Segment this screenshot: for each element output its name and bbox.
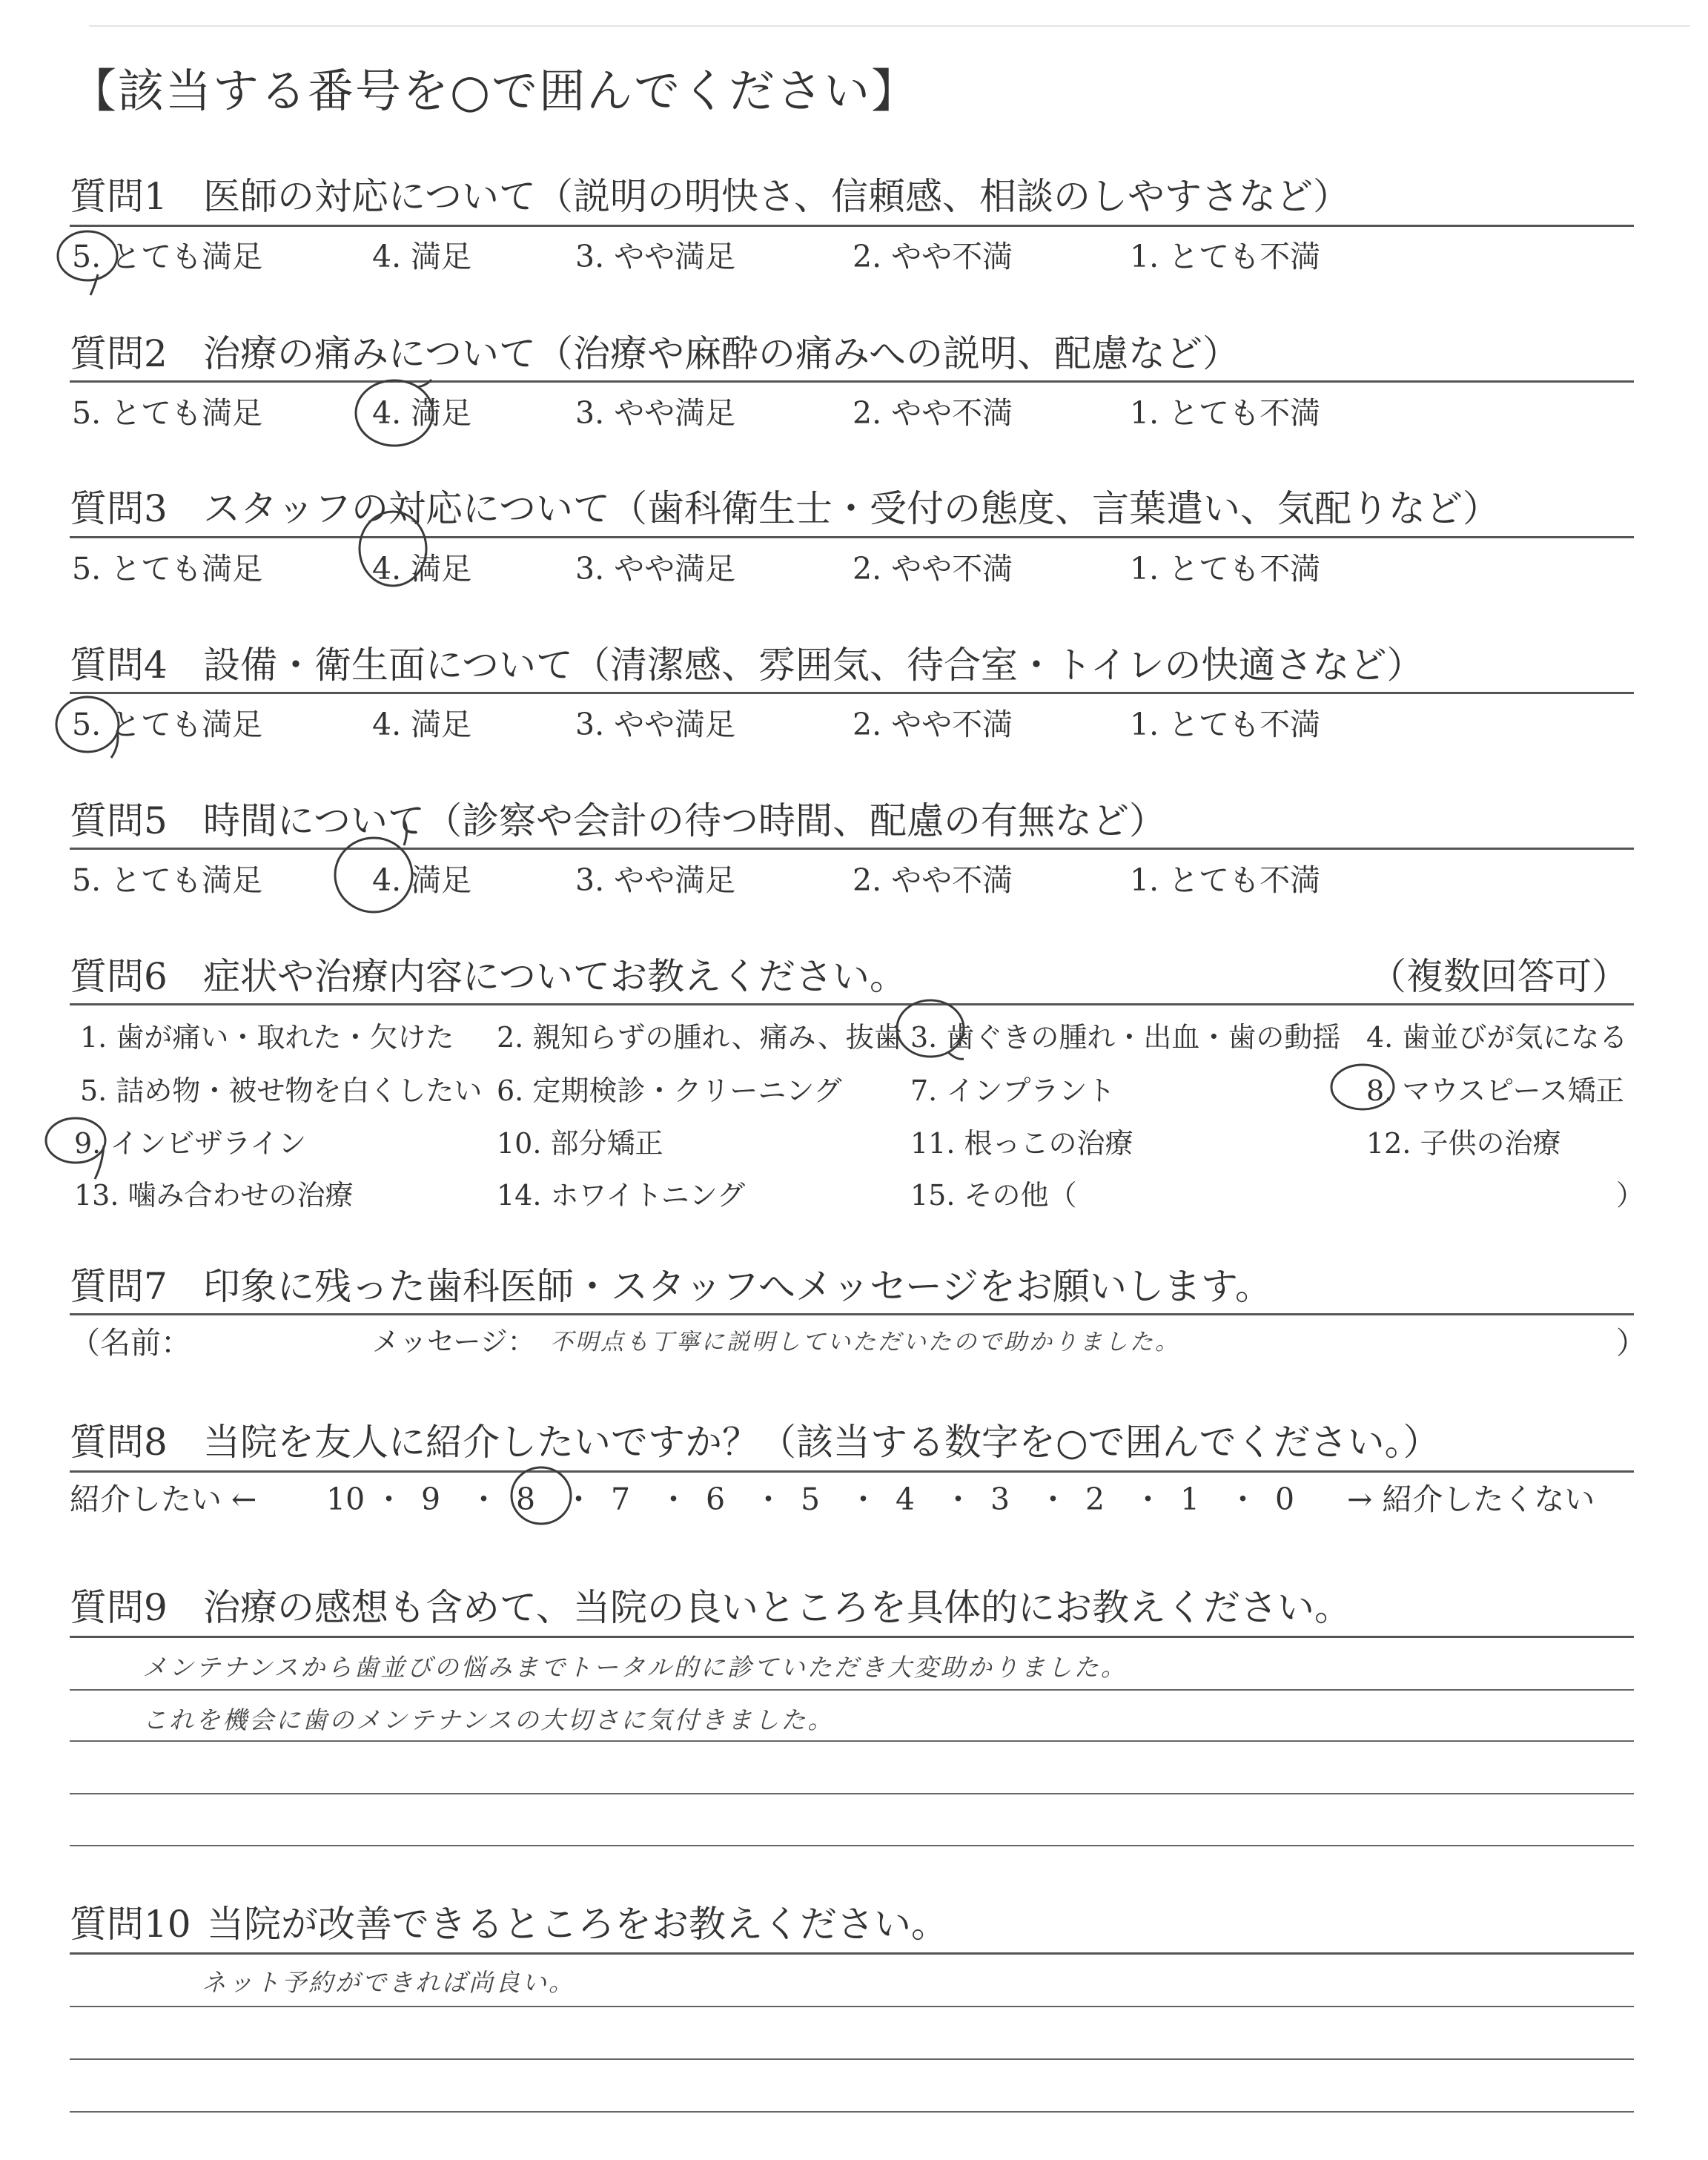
- recommend-score-7[interactable]: 7: [611, 1482, 631, 1517]
- recommend-right-label: → 紹介したくない: [1347, 1482, 1595, 1517]
- question-text: 当院を友人に紹介したいですか？（該当する数字を○で囲んでください。）: [203, 1421, 1440, 1464]
- question-rule: [70, 1313, 1634, 1315]
- q6-other-close-paren: ）: [1616, 1179, 1645, 1212]
- answer-line: [70, 2058, 1634, 2060]
- q3-option-5[interactable]: 5. とても満足: [72, 551, 263, 587]
- question-text: 印象に残った歯科医師・スタッフへメッセージをお願いします。: [203, 1265, 1272, 1308]
- q4-option-3[interactable]: 3. やや満足: [575, 707, 736, 742]
- question-number: 質問1: [70, 175, 168, 218]
- message-handwritten[interactable]: 不明点も丁寧に説明していただいたので助かりました。: [550, 1329, 1180, 1355]
- recommend-left-label: 紹介したい ←: [70, 1482, 257, 1517]
- recommend-score-10[interactable]: 10: [326, 1482, 365, 1517]
- scale-separator-dot: ・: [1038, 1482, 1068, 1517]
- scale-separator-dot: ・: [658, 1482, 689, 1517]
- question-text: 時間について（診察や会計の待つ時間、配慮の有無など）: [203, 799, 1166, 842]
- question-number: 質問10: [70, 1903, 191, 1946]
- q6-option-15[interactable]: 15. その他（: [910, 1179, 1077, 1212]
- q6-option-7[interactable]: 7. インプラント: [910, 1074, 1116, 1107]
- question-number: 質問3: [70, 487, 168, 530]
- answer-line: [70, 1845, 1634, 1846]
- question-7: [70, 1265, 1272, 1308]
- recommend-score-2[interactable]: 2: [1085, 1482, 1105, 1517]
- question-rule: [70, 536, 1634, 538]
- q3-option-4[interactable]: 4. 満足: [372, 551, 472, 587]
- q5-option-4[interactable]: 4. 満足: [372, 862, 472, 898]
- question-rule: [70, 1470, 1634, 1473]
- question-text: 当院が改善できるところをお教えください。: [207, 1903, 948, 1946]
- scale-separator-dot: ・: [563, 1482, 594, 1517]
- q6-option-5[interactable]: 5. 詰め物・被せ物を白くしたい: [80, 1074, 483, 1107]
- q9-answer-line-2[interactable]: これを機会に歯のメンテナンスの大切さに気付きました。: [142, 1705, 835, 1734]
- q3-option-1[interactable]: 1. とても不満: [1130, 551, 1321, 587]
- q1-option-3[interactable]: 3. やや満足: [575, 239, 736, 274]
- q4-option-2[interactable]: 2. やや不満: [853, 707, 1013, 742]
- message-close-paren: ）: [1616, 1325, 1646, 1361]
- q6-option-2[interactable]: 2. 親知らずの腫れ、痛み、抜歯: [497, 1021, 902, 1054]
- q10-answer-line-1[interactable]: ネット予約ができれば尚良い。: [202, 1968, 575, 1997]
- recommend-score-3[interactable]: 3: [990, 1482, 1010, 1517]
- question-rule: [70, 848, 1634, 850]
- question-number: 質問4: [70, 644, 168, 687]
- question-rule: [70, 692, 1634, 694]
- question-number: 質問5: [70, 799, 168, 842]
- scale-separator-dot: ・: [848, 1482, 878, 1517]
- answer-line: [70, 2111, 1634, 2113]
- answer-line: [70, 2006, 1634, 2007]
- q5-option-3[interactable]: 3. やや満足: [575, 862, 736, 898]
- recommend-score-6[interactable]: 6: [706, 1482, 726, 1517]
- question-number: 質問8: [70, 1421, 168, 1464]
- message-label: メッセージ：: [372, 1326, 535, 1358]
- question-2: [70, 332, 1239, 375]
- question-number: 質問2: [70, 332, 168, 375]
- question-text: スタッフの対応について（歯科衛生士・受付の態度、言葉遣い、気配りなど）: [203, 487, 1500, 530]
- q5-option-5[interactable]: 5. とても満足: [72, 862, 263, 898]
- form-header: 【該当する番号を○で囲んでください】: [70, 64, 919, 118]
- question-4: [70, 644, 1424, 687]
- q6-option-12[interactable]: 12. 子供の治療: [1366, 1127, 1561, 1160]
- question-3: [70, 487, 1500, 530]
- question-rule: [70, 1952, 1634, 1955]
- recommend-score-0[interactable]: 0: [1275, 1482, 1295, 1517]
- q5-option-2[interactable]: 2. やや不満: [853, 862, 1013, 898]
- q4-option-4[interactable]: 4. 満足: [372, 707, 472, 742]
- question-1: [70, 175, 1350, 218]
- q2-option-2[interactable]: 2. やや不満: [853, 395, 1013, 431]
- q5-option-1[interactable]: 1. とても不満: [1130, 862, 1321, 898]
- q6-option-1[interactable]: 1. 歯が痛い・取れた・欠けた: [80, 1021, 454, 1054]
- question-text: 医師の対応について（説明の明快さ、信頼感、相談のしやすさなど）: [203, 175, 1350, 218]
- question-10: [70, 1903, 948, 1946]
- scale-separator-dot: ・: [753, 1482, 784, 1517]
- q2-option-1[interactable]: 1. とても不満: [1130, 395, 1321, 431]
- question-text: 設備・衛生面について（清潔感、雰囲気、待合室・トイレの快適さなど）: [203, 644, 1424, 687]
- question-rule: [70, 225, 1634, 227]
- q2-option-3[interactable]: 3. やや満足: [575, 395, 736, 431]
- q6-option-13[interactable]: 13. 噛み合わせの治療: [74, 1179, 354, 1212]
- q3-option-2[interactable]: 2. やや不満: [853, 551, 1013, 587]
- recommend-score-5[interactable]: 5: [801, 1482, 821, 1517]
- recommend-score-1[interactable]: 1: [1180, 1482, 1200, 1517]
- question-number: 質問6: [70, 955, 168, 998]
- q1-option-4[interactable]: 4. 満足: [372, 239, 472, 274]
- question-rule: [70, 1636, 1634, 1638]
- q6-option-4[interactable]: 4. 歯並びが気になる: [1366, 1021, 1628, 1054]
- q3-option-3[interactable]: 3. やや満足: [575, 551, 736, 587]
- circle-tail: [90, 274, 98, 295]
- answer-line: [70, 1740, 1634, 1742]
- question-9: [70, 1586, 1351, 1629]
- question-text: 治療の感想も含めて、当院の良いところを具体的にお教えください。: [203, 1586, 1351, 1629]
- question-number: 質問9: [70, 1586, 168, 1629]
- q6-option-11[interactable]: 11. 根っこの治療: [910, 1127, 1133, 1160]
- question-text: 症状や治療内容についてお教えください。: [203, 955, 907, 998]
- q1-option-5[interactable]: 5. とても満足: [72, 239, 263, 274]
- question-8: [70, 1421, 1440, 1464]
- q1-option-2[interactable]: 2. やや不満: [853, 239, 1013, 274]
- scale-separator-dot: ・: [374, 1482, 404, 1517]
- question-number: 質問7: [70, 1265, 168, 1308]
- recommend-score-4[interactable]: 4: [896, 1482, 916, 1517]
- q4-option-1[interactable]: 1. とても不満: [1130, 707, 1321, 742]
- q6-option-6[interactable]: 6. 定期検診・クリーニング: [497, 1074, 842, 1107]
- multiple-answer-note: （複数回答可）: [1369, 955, 1629, 998]
- scale-separator-dot: ・: [469, 1482, 499, 1517]
- q2-option-5[interactable]: 5. とても満足: [72, 395, 263, 431]
- scale-separator-dot: ・: [1133, 1482, 1163, 1517]
- question-6: [70, 955, 907, 998]
- question-rule: [70, 380, 1634, 383]
- answer-line: [70, 1793, 1634, 1794]
- top-divider: [89, 25, 1690, 27]
- recommend-score-9[interactable]: 9: [421, 1482, 441, 1517]
- answer-line: [70, 1689, 1634, 1691]
- q6-option-9[interactable]: 9. インビザライン: [74, 1127, 307, 1160]
- scale-separator-dot: ・: [1228, 1482, 1258, 1517]
- q6-option-8[interactable]: 8. マウスピース矯正: [1366, 1074, 1624, 1107]
- question-text: 治療の痛みについて（治療や麻酔の痛みへの説明、配慮など）: [203, 332, 1239, 375]
- scale-separator-dot: ・: [943, 1482, 973, 1517]
- q9-answer-line-1[interactable]: メンテナンスから歯並びの悩みまでトータル的に診ていただき大変助かりました。: [142, 1653, 1128, 1682]
- question-rule: [70, 1003, 1634, 1005]
- q6-option-3[interactable]: 3. 歯ぐきの腫れ・出血・歯の動揺: [910, 1021, 1341, 1054]
- q4-option-5[interactable]: 5. とても満足: [72, 707, 263, 742]
- q6-option-14[interactable]: 14. ホワイトニング: [497, 1179, 746, 1212]
- q1-option-1[interactable]: 1. とても不満: [1130, 239, 1321, 274]
- q2-option-4[interactable]: 4. 満足: [372, 395, 472, 431]
- q6-option-10[interactable]: 10. 部分矯正: [497, 1127, 663, 1160]
- name-label: （名前：: [70, 1325, 191, 1361]
- recommend-score-8[interactable]: 8: [516, 1482, 536, 1517]
- question-5: [70, 799, 1166, 842]
